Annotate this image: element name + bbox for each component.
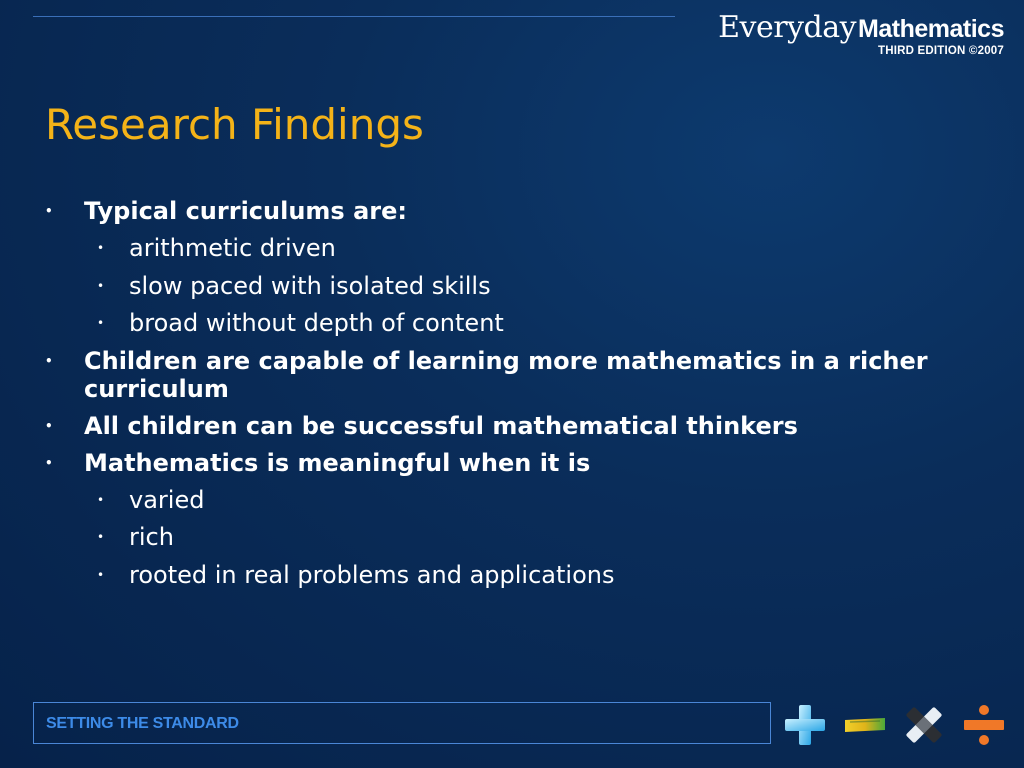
sub-bullet-item xyxy=(0,561,1024,589)
sub-bullet-item xyxy=(0,523,1024,551)
bullet-item xyxy=(0,347,1024,403)
bullet-dot: • xyxy=(45,418,53,433)
bullet-dot: • xyxy=(45,353,53,368)
divide-icon xyxy=(962,703,1006,747)
sub-bullet-text: broad without depth of content xyxy=(129,309,504,337)
bullet-text: Typical curriculums are: xyxy=(84,197,407,225)
bullet-text: All children can be successful mathematical thinkers xyxy=(84,411,798,440)
brand-logo xyxy=(718,10,1004,57)
brand-edition: THIRD EDITION ©2007 xyxy=(877,45,1004,57)
top-rule xyxy=(33,16,675,17)
sub-bullet-text: rooted in real problems and applications xyxy=(129,560,615,589)
sub-bullet-item xyxy=(0,309,1024,337)
sub-bullet-item xyxy=(0,272,1024,300)
sub-bullet-text: arithmetic driven xyxy=(129,234,336,262)
sub-bullet-item xyxy=(0,234,1024,262)
bullet-item xyxy=(0,449,1024,477)
bullet-text: Children are capable of learning more mathematics in a richer curriculum xyxy=(84,346,928,403)
bullet-list xyxy=(0,197,1024,598)
bullet-item xyxy=(0,197,1024,225)
brand-everyday: Everyday xyxy=(718,10,857,45)
brand-mathematics: Mathematics xyxy=(858,15,1004,43)
bullet-text: Mathematics is meaningful when it is xyxy=(84,448,591,477)
sub-bullet-text: varied xyxy=(129,485,205,514)
footer-label: SETTING THE STANDARD xyxy=(46,715,239,732)
times-icon xyxy=(902,703,946,747)
slide-title: Research Findings xyxy=(45,100,424,149)
sub-bullet-text: rich xyxy=(129,523,174,551)
bullet-dot: • xyxy=(97,492,105,507)
plus-icon xyxy=(782,703,828,747)
bullet-dot: • xyxy=(45,204,53,218)
bullet-dot: • xyxy=(97,530,105,544)
minus-icon xyxy=(842,703,888,747)
bullet-dot: • xyxy=(97,278,105,293)
bullet-dot: • xyxy=(97,567,105,582)
bullet-dot: • xyxy=(97,316,105,330)
bullet-dot: • xyxy=(97,241,105,255)
footer-banner xyxy=(33,702,771,744)
sub-bullet-text: slow paced with isolated skills xyxy=(129,271,491,300)
bullet-item xyxy=(0,412,1024,440)
bullet-dot: • xyxy=(45,455,53,470)
sub-bullet-item xyxy=(0,486,1024,514)
